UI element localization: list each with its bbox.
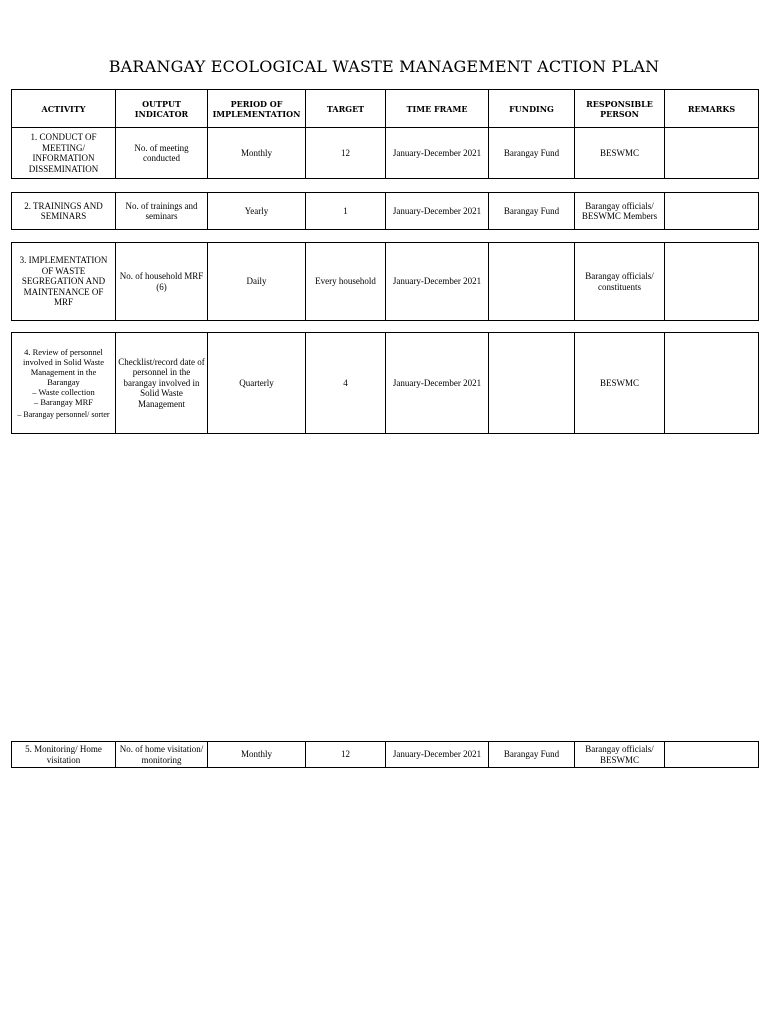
cell-indicator: No. of household MRF (6) bbox=[116, 243, 208, 321]
header-remarks: REMARKS bbox=[665, 90, 759, 128]
cell-responsible: Barangay officials/ BESWMC bbox=[575, 742, 665, 768]
action-plan-table-block-2 bbox=[11, 192, 759, 230]
header-funding: FUNDING bbox=[489, 90, 575, 128]
cell-period: Daily bbox=[208, 243, 306, 321]
action-plan-table-block-3 bbox=[11, 242, 759, 321]
cell-period: Yearly bbox=[208, 193, 306, 230]
header-time-frame: TIME FRAME bbox=[386, 90, 489, 128]
activity-sub-item: – Barangay MRF bbox=[33, 396, 94, 407]
cell-time-frame: January-December 2021 bbox=[386, 193, 489, 230]
action-plan-table-block-4 bbox=[11, 332, 759, 434]
header-period: PERIOD OF IMPLEMENTATION bbox=[208, 90, 306, 128]
cell-responsible: Barangay officials/ BESWMC Members bbox=[575, 193, 665, 230]
table-row bbox=[12, 193, 759, 230]
cell-target: 12 bbox=[306, 742, 386, 768]
cell-activity: 3. IMPLEMENTATION OF WASTE SEGREGATION AND MAINTENANCE OF MRF bbox=[12, 243, 116, 321]
cell-period: Monthly bbox=[208, 742, 306, 768]
cell-target: 12 bbox=[306, 128, 386, 179]
action-plan-table-block-5 bbox=[11, 741, 759, 768]
cell-activity: 1. CONDUCT OF MEETING/ INFORMATION DISSEMINATION bbox=[12, 128, 116, 179]
cell-remarks bbox=[665, 243, 759, 321]
cell-indicator: No. of trainings and seminars bbox=[116, 193, 208, 230]
header-target: TARGET bbox=[306, 90, 386, 128]
action-plan-table-block-1 bbox=[11, 89, 759, 179]
cell-activity: 5. Monitoring/ Home visitation bbox=[12, 742, 116, 768]
cell-period: Quarterly bbox=[208, 333, 306, 434]
cell-activity bbox=[12, 333, 116, 434]
activity-sub-item: – Barangay personnel/ sorter bbox=[17, 409, 110, 419]
table-row bbox=[12, 243, 759, 321]
table-row bbox=[12, 128, 759, 179]
cell-funding bbox=[489, 333, 575, 434]
cell-target: Every household bbox=[306, 243, 386, 321]
activity-main-text: 4. Review of personnel involved in Solid Waste Management in the Barangay bbox=[22, 346, 105, 387]
cell-target: 1 bbox=[306, 193, 386, 230]
cell-activity: 2. TRAININGS AND SEMINARS bbox=[12, 193, 116, 230]
header-activity: ACTIVITY bbox=[12, 90, 116, 128]
header-responsible: RESPONSIBLE PERSON bbox=[575, 90, 665, 128]
cell-indicator: Checklist/record date of personnel in the barangay involved in Solid Waste Management bbox=[116, 333, 208, 434]
table-row bbox=[12, 742, 759, 768]
header-output-indicator: OUTPUT INDICATOR bbox=[116, 90, 208, 128]
cell-remarks bbox=[665, 742, 759, 768]
cell-remarks bbox=[665, 333, 759, 434]
activity-sub-item: – Waste collection bbox=[32, 386, 95, 397]
header-row bbox=[12, 90, 759, 128]
cell-funding bbox=[489, 243, 575, 321]
cell-time-frame: January-December 2021 bbox=[386, 333, 489, 434]
cell-remarks bbox=[665, 128, 759, 179]
cell-time-frame: January-December 2021 bbox=[386, 128, 489, 179]
cell-funding: Barangay Fund bbox=[489, 742, 575, 768]
cell-indicator: No. of home visitation/ monitoring bbox=[116, 742, 208, 768]
cell-responsible: BESWMC bbox=[575, 333, 665, 434]
cell-time-frame: January-December 2021 bbox=[386, 243, 489, 321]
cell-time-frame: January-December 2021 bbox=[386, 742, 489, 768]
cell-remarks bbox=[665, 193, 759, 230]
cell-funding: Barangay Fund bbox=[489, 193, 575, 230]
cell-responsible: BESWMC bbox=[575, 128, 665, 179]
cell-period: Monthly bbox=[208, 128, 306, 179]
table-row bbox=[12, 333, 759, 434]
cell-responsible: Barangay officials/ constituents bbox=[575, 243, 665, 321]
page-title: BARANGAY ECOLOGICAL WASTE MANAGEMENT ACTION PLAN bbox=[108, 57, 660, 76]
cell-target: 4 bbox=[306, 333, 386, 434]
cell-funding: Barangay Fund bbox=[489, 128, 575, 179]
cell-indicator: No. of meeting conducted bbox=[116, 128, 208, 179]
